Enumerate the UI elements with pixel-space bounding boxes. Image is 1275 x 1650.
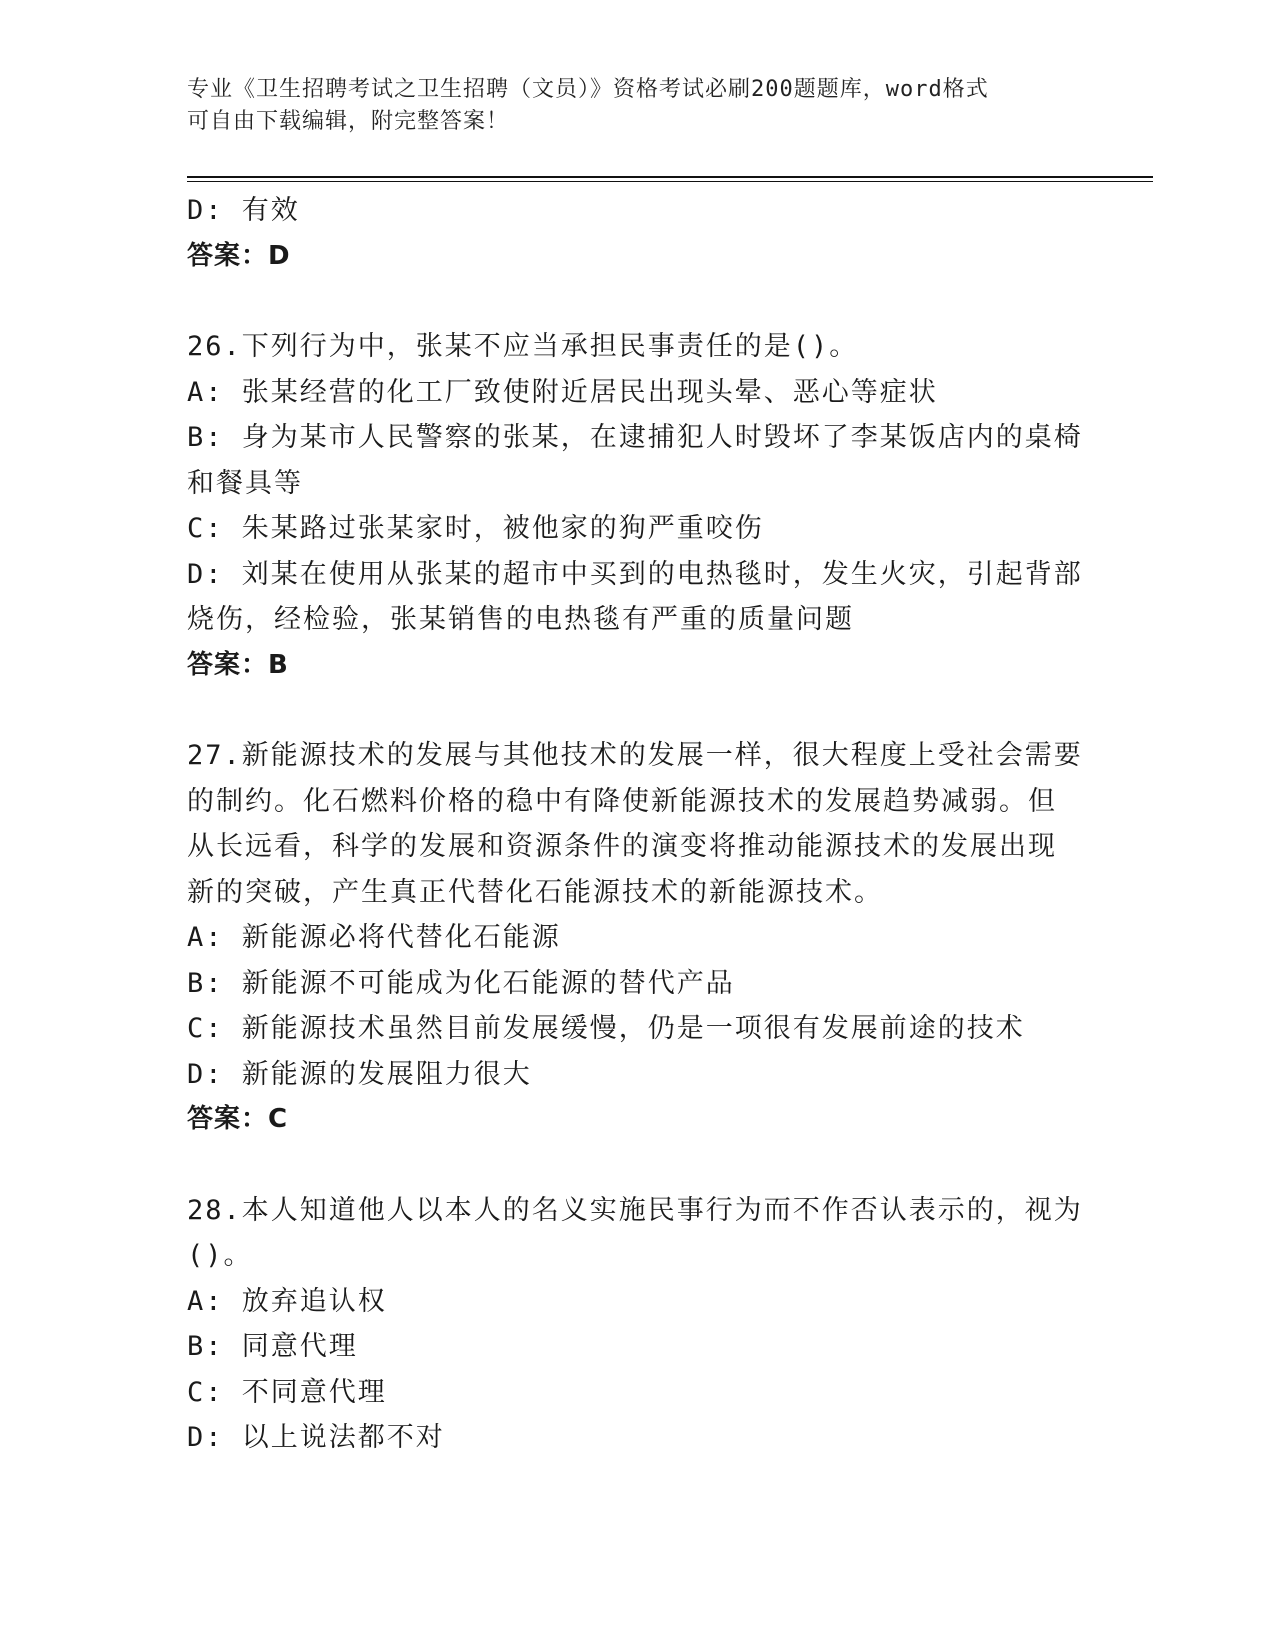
option-d: D: 新能源的发展阻力很大: [187, 1058, 532, 1090]
header-line-1: 专业《卫生招聘考试之卫生招聘（文员）》资格考试必刷200题题库，word格式: [187, 77, 989, 102]
header-line-2: 可自由下载编辑，附完整答案！: [187, 109, 510, 134]
answer-line: 答案：D: [187, 240, 291, 271]
question-27: [187, 733, 1087, 1143]
option-d: D: 有效: [187, 195, 300, 226]
question-28: [187, 1188, 1087, 1461]
option-a: A: 放弃追认权: [187, 1285, 387, 1317]
option-a: A: 新能源必将代替化石能源: [187, 922, 561, 953]
question-stem-line-1: 28.本人知道他人以本人的名义实施民事行为而不作否认表示的，视为: [187, 1194, 1083, 1226]
header-rule-thick: [187, 176, 1153, 178]
option-d-line-1: D: 刘某在使用从张某的超市中买到的电热毯时，发生火灾，引起背部: [187, 558, 1083, 590]
option-b: B: 同意代理: [187, 1331, 358, 1362]
option-c: C: 朱某路过张某家时，被他家的狗严重咬伤: [187, 513, 764, 544]
option-b-line-1: B: 身为某市人民警察的张某，在逮捕犯人时毁坏了李某饭店内的桌椅: [187, 422, 1083, 453]
page-header: [187, 74, 1067, 138]
spacer: [187, 1143, 1087, 1188]
option-b-line-2: 和餐具等: [187, 467, 303, 499]
spacer: [187, 688, 1087, 733]
question-stem-line-4: 新的突破，产生真正代替化石能源技术的新能源技术。: [187, 876, 883, 908]
option-d: D: 以上说法都不对: [187, 1422, 445, 1453]
question-stem-line-2: 的制约。化石燃料价格的稳中有降使新能源技术的发展趋势减弱。但: [187, 785, 1057, 817]
document-body: [187, 188, 1087, 1461]
spacer: [187, 279, 1087, 324]
answer-line: 答案：C: [187, 1104, 289, 1134]
question-stem-line-2: ()。: [187, 1240, 253, 1271]
question-25-tail: [187, 188, 1087, 279]
question-26: [187, 324, 1087, 688]
question-stem: 26.下列行为中，张某不应当承担民事责任的是()。: [187, 331, 859, 362]
header-rule-thin: [187, 181, 1153, 182]
option-c: C: 不同意代理: [187, 1376, 387, 1408]
question-stem-line-1: 27.新能源技术的发展与其他技术的发展一样，很大程度上受社会需要: [187, 740, 1083, 771]
option-a: A: 张某经营的化工厂致使附近居民出现头晕、恶心等症状: [187, 376, 938, 408]
option-d-line-2: 烧伤，经检验，张某销售的电热毯有严重的质量问题: [187, 604, 854, 635]
option-c: C: 新能源技术虽然目前发展缓慢，仍是一项很有发展前途的技术: [187, 1013, 1025, 1044]
option-b: B: 新能源不可能成为化石能源的替代产品: [187, 967, 735, 999]
question-stem-line-3: 从长远看，科学的发展和资源条件的演变将推动能源技术的发展出现: [187, 831, 1057, 862]
answer-line: 答案：B: [187, 649, 289, 680]
